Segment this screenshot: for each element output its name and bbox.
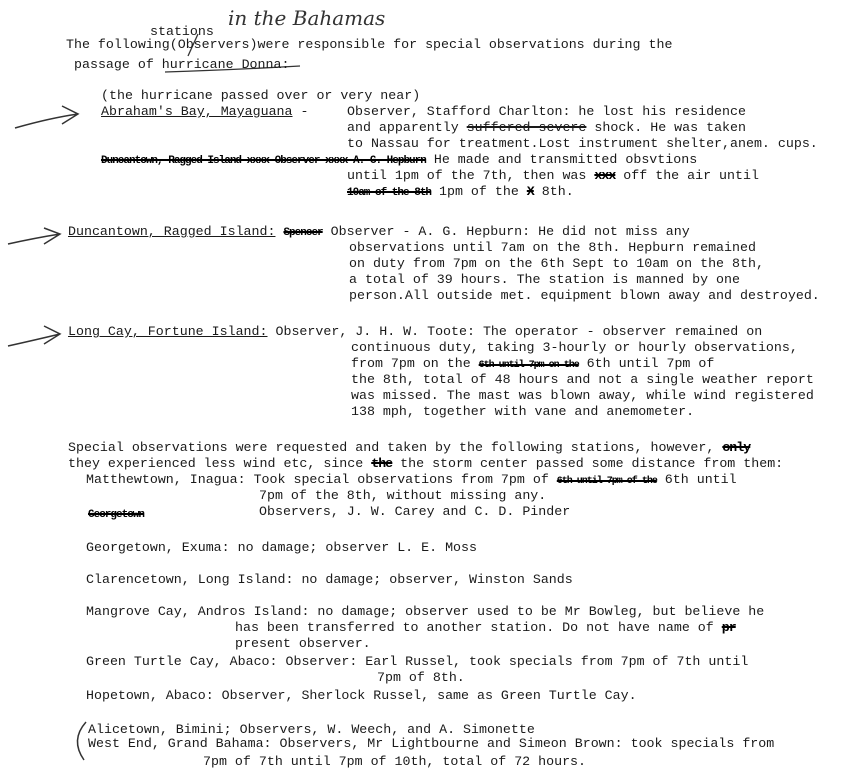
mayaguana-text-6 [347, 184, 574, 201]
station-clarencetown: Clarencetown, Long Island: no damage; observer, Winston Sands [86, 572, 573, 587]
struck-text: 10am of the 8th [347, 187, 432, 199]
matthewtown-observers: Observers, J. W. Carey and C. D. Pinder [259, 504, 571, 519]
mayaguana-line-1 [101, 104, 316, 120]
body-text: off the air until [615, 168, 759, 183]
inserted-word: stations [150, 24, 214, 39]
struck-text: only [722, 440, 751, 455]
separator: - [292, 104, 317, 119]
duncantown-text-2: observations until 7am on the 8th. Hepburn remained [349, 240, 756, 255]
struck-text: the [371, 456, 393, 471]
special-line-2 [68, 456, 783, 472]
body-text: 1pm of the [431, 184, 527, 199]
body-text: until 1pm of the 7th, then was [347, 168, 595, 183]
body-text: Observer - A. G. Hepburn: He did not miss any [322, 224, 690, 239]
mayaguana-note: (the hurricane passed over or very near) [101, 88, 421, 103]
intro-text: The following [66, 37, 170, 52]
station-green-turtle-1: Green Turtle Cay, Abaco: Observer: Earl Russel, took specials from 7pm of 7th until [86, 654, 749, 669]
station-name: Long Cay, Fortune Island: [68, 324, 268, 339]
body-text: has been transferred to another station. Do not have name of [235, 620, 722, 635]
intro-text: : [281, 57, 290, 72]
duncantown-text-5: person.All outside met. equipment blown away and destroyed. [349, 288, 820, 303]
arrow-mayaguana [15, 106, 78, 128]
body-text: Observer, J. H. W. Toote: The operator - observer remained on [267, 324, 763, 339]
body-text: suffered severe [466, 120, 587, 135]
station-alicetown: Alicetown, Bimini; Observers, W. Weech, and A. Simonette [88, 722, 535, 737]
struck-text: xxx [594, 168, 616, 183]
bracket-mark [77, 722, 86, 760]
intro-text: (Observers)were responsible for special observations during the [169, 37, 673, 52]
body-text: Special observations were requested and taken by the following stations, however, [68, 440, 723, 455]
body-text: 8th. [533, 184, 574, 199]
matthewtown-line-3 [88, 506, 144, 523]
struck-text: Duncantown, Ragged Island xxxx Observer xxxx A. G. Hepburn [101, 155, 426, 167]
body-text: and apparently [347, 120, 467, 135]
duncantown-text-3: on duty from 7pm on the 6th Sept to 10am on the 8th, [349, 256, 764, 271]
body-text: 6th until 7pm of [578, 356, 715, 371]
struck-text: Georgetown [88, 509, 145, 521]
arrow-longcay [8, 326, 60, 346]
body-text: the storm center passed some distance from them: [392, 456, 784, 471]
mayaguana-text-3: to Nassau for treatment.Lost instrument shelter,anem. cups. [347, 136, 818, 151]
hurricane-name: hurricane Donna [161, 57, 282, 72]
body-text: shock. He was taken [586, 120, 746, 135]
longcay-text-4: the 8th, total of 48 hours and not a single weather report [351, 372, 814, 387]
struck-text: X [526, 184, 534, 199]
longcay-text-5: was missed. The mast was blown away, while wind registered [351, 388, 814, 403]
duncantown-line-1 [68, 224, 690, 241]
mayaguana-text-5 [347, 168, 759, 184]
duncantown-text-4: a total of 39 hours. The station is manned by one [349, 272, 740, 287]
mayaguana-text-4 [101, 152, 697, 169]
matthewtown-line-2: 7pm of the 8th, without missing any. [259, 488, 547, 503]
longcay-line-1 [68, 324, 762, 340]
longcay-text-6: 138 mph, together with vane and anemometer. [351, 404, 695, 419]
station-mangrove-2 [235, 620, 736, 636]
station-name: Abraham's Bay, Mayaguana [101, 104, 293, 119]
intro-line-2 [74, 57, 289, 73]
station-green-turtle-2: 7pm of 8th. [377, 670, 465, 685]
station-west-end-2: 7pm of 7th until 7pm of 10th, total of 72 hours. [203, 754, 587, 769]
mayaguana-text-2 [347, 120, 746, 136]
body-text: they experienced less wind etc, since [68, 456, 372, 471]
body-text: He made and transmitted obsvtions [425, 152, 698, 167]
handwritten-annotation: in the Bahamas [228, 6, 386, 30]
station-west-end-1: West End, Grand Bahama: Observers, Mr Lightbourne and Simeon Brown: took specials from [88, 736, 775, 751]
struck-text: pr [721, 620, 736, 635]
intro-line-1 [66, 37, 672, 53]
struck-text: Spencer [283, 227, 323, 239]
body-text: 6th until [656, 472, 737, 487]
struck-text: 6th until 7pm of the [556, 476, 657, 487]
body-text: Matthewtown, Inagua: Took special observations from 7pm of [86, 472, 557, 487]
station-mangrove-1: Mangrove Cay, Andros Island: no damage; observer used to be Mr Bowleg, but believe he [86, 604, 765, 619]
mayaguana-text-1: Observer, Stafford Charlton: he lost his residence [347, 104, 746, 119]
station-georgetown: Georgetown, Exuma: no damage; observer L. E. Moss [86, 540, 477, 555]
station-name: Duncantown, Ragged Island: [68, 224, 276, 239]
struck-text: 6th until 7pm on the [478, 360, 579, 371]
arrow-duncantown [8, 228, 60, 244]
special-line-1 [68, 440, 750, 456]
body-text: from 7pm on the [351, 356, 479, 371]
station-mangrove-3: present observer. [235, 636, 371, 651]
intro-text: passage of [74, 57, 162, 72]
longcay-text-2: continuous duty, taking 3-hourly or hourly observations, [351, 340, 798, 355]
station-hopetown: Hopetown, Abaco: Observer, Sherlock Russel, same as Green Turtle Cay. [86, 688, 637, 703]
